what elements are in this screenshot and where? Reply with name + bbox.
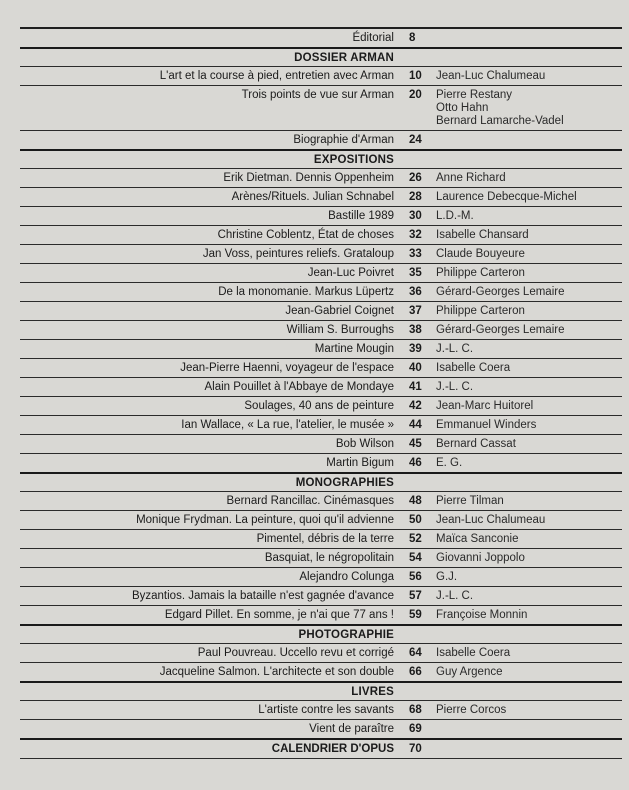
toc-entry — [20, 207, 622, 226]
entry-author: E. G. — [436, 457, 463, 469]
toc-entry — [20, 264, 622, 283]
entry-page: 64 — [409, 647, 422, 659]
entry-page: 26 — [409, 172, 422, 184]
entry-title: Bob Wilson — [335, 438, 394, 450]
toc-entry — [20, 340, 622, 359]
toc-entry — [20, 397, 622, 416]
toc-entry — [20, 416, 622, 435]
entry-authors — [436, 438, 622, 451]
entry-author: Anne Richard — [436, 172, 506, 184]
entry-page: 42 — [409, 400, 422, 412]
entry-title: Jean-Pierre Haenni, voyageur de l'espace — [180, 362, 394, 374]
entry-page: 46 — [409, 457, 422, 469]
entry-author: G.J. — [436, 571, 458, 583]
entry-page: 52 — [409, 533, 422, 545]
entry-authors — [436, 343, 622, 356]
entry-title: Jean-Luc Poivret — [307, 267, 394, 279]
entry-author: Emmanuel Winders — [436, 419, 537, 431]
section-heading-label: LIVRES — [351, 685, 394, 698]
entry-author: Pierre Tilman — [436, 495, 504, 507]
section-heading-label: DOSSIER ARMAN — [294, 51, 394, 64]
entry-authors — [436, 419, 622, 432]
entry-authors — [436, 609, 622, 622]
section-heading — [20, 151, 622, 169]
entry-title: Éditorial — [352, 32, 394, 44]
entry-page: 35 — [409, 267, 422, 279]
toc-entry — [20, 321, 622, 340]
entry-authors — [436, 400, 622, 413]
calendar-title: CALENDRIER D'OPUS — [271, 743, 394, 755]
entry-title: Jean-Gabriel Coignet — [285, 305, 394, 317]
entry-author: J.-L. C. — [436, 343, 474, 355]
entry-page: 59 — [409, 609, 422, 621]
entry-page: 48 — [409, 495, 422, 507]
entry-authors — [436, 571, 622, 584]
entry-page: 33 — [409, 248, 422, 260]
entry-authors — [436, 590, 622, 603]
entry-page: 41 — [409, 381, 422, 393]
entry-authors — [436, 533, 622, 546]
entry-title: Bastille 1989 — [328, 210, 394, 222]
entry-authors — [436, 172, 622, 185]
entry-author: Pierre Corcos — [436, 704, 507, 716]
toc-entry — [20, 720, 622, 740]
entry-author: J.-L. C. — [436, 381, 474, 393]
entry-title: Jan Voss, peintures reliefs. Grataloup — [202, 248, 394, 260]
entry-author: Pierre Restany — [436, 89, 513, 101]
entry-author: Jean-Luc Chalumeau — [436, 70, 546, 82]
entry-author: Otto Hahn — [436, 102, 489, 114]
entry-title: Soulages, 40 ans de peinture — [244, 400, 394, 412]
toc-entry — [20, 492, 622, 511]
entry-author: Bernard Cassat — [436, 438, 516, 450]
section-heading — [20, 49, 622, 67]
section-heading — [20, 683, 622, 701]
entry-author: Isabelle Coera — [436, 362, 511, 374]
entry-authors — [436, 381, 622, 394]
entry-title: Arènes/Rituels. Julian Schnabel — [231, 191, 394, 203]
toc-entry — [20, 378, 622, 397]
entry-author: Françoise Monnin — [436, 609, 528, 621]
toc-entry — [20, 530, 622, 549]
entry-page: 39 — [409, 343, 422, 355]
entry-authors — [436, 324, 622, 337]
entry-authors — [436, 191, 622, 204]
entry-title: Jacqueline Salmon. L'architecte et son double — [159, 666, 394, 678]
entry-page: 38 — [409, 324, 422, 336]
entry-title: Christine Coblentz, État de choses — [217, 229, 394, 241]
toc-entry — [20, 587, 622, 606]
toc-entry — [20, 188, 622, 207]
entry-page: 28 — [409, 191, 422, 203]
toc-entry — [20, 568, 622, 587]
toc-entry — [20, 283, 622, 302]
entry-author: Laurence Debecque-Michel — [436, 191, 577, 203]
section-heading-label: EXPOSITIONS — [313, 153, 394, 166]
toc-entry — [20, 549, 622, 568]
entry-page: 8 — [409, 32, 416, 44]
entry-page: 54 — [409, 552, 422, 564]
toc-entry — [20, 359, 622, 378]
toc-entry — [20, 86, 622, 131]
entry-author: Isabelle Chansard — [436, 229, 529, 241]
toc-entry — [20, 131, 622, 151]
entry-page: 44 — [409, 419, 422, 431]
entry-title: Byzantios. Jamais la bataille n'est gagnée d'avance — [131, 590, 394, 602]
entry-title: Erik Dietman. Dennis Oppenheim — [223, 172, 394, 184]
entry-title: Bernard Rancillac. Cinémasques — [226, 495, 394, 507]
toc-entry — [20, 169, 622, 188]
entry-title: Vient de paraître — [309, 723, 394, 735]
calendar-page: 70 — [409, 743, 422, 755]
entry-page: 56 — [409, 571, 422, 583]
entry-title: Trois points de vue sur Arman — [241, 89, 394, 101]
section-heading — [20, 474, 622, 492]
entry-author: Giovanni Joppolo — [436, 552, 525, 564]
entry-authors — [436, 457, 622, 470]
entry-authors — [436, 286, 622, 299]
section-heading-label: PHOTOGRAPHIE — [298, 628, 394, 641]
entry-title: Ian Wallace, « La rue, l'atelier, le musée » — [181, 419, 394, 431]
entry-author: Isabelle Coera — [436, 647, 511, 659]
entry-title: Edgard Pillet. En somme, je n'ai que 77 ans ! — [164, 609, 394, 621]
toc-entry — [20, 67, 622, 86]
entry-authors — [436, 210, 622, 223]
entry-author: Jean-Luc Chalumeau — [436, 514, 546, 526]
entry-page: 66 — [409, 666, 422, 678]
toc-entry — [20, 245, 622, 264]
entry-page: 68 — [409, 704, 422, 716]
entry-authors — [436, 704, 622, 717]
toc-entry — [20, 511, 622, 530]
toc-entry — [20, 454, 622, 474]
entry-author: Claude Bouyeure — [436, 248, 525, 260]
entry-title: Biographie d'Arman — [293, 134, 394, 146]
entry-page: 24 — [409, 134, 422, 146]
entry-title: Paul Pouvreau. Uccello revu et corrigé — [197, 647, 394, 659]
entry-authors — [436, 495, 622, 508]
table-of-contents — [20, 27, 622, 759]
entry-authors — [436, 666, 622, 679]
entry-title: Martin Bigum — [326, 457, 394, 469]
toc-entry — [20, 663, 622, 683]
entry-page: 10 — [409, 70, 422, 82]
entry-author: Gérard-Georges Lemaire — [436, 286, 565, 298]
entry-page: 37 — [409, 305, 422, 317]
entry-author: Jean-Marc Huitorel — [436, 400, 534, 412]
toc-entry — [20, 606, 622, 626]
entry-title: Alejandro Colunga — [299, 571, 394, 583]
entry-authors — [436, 89, 622, 128]
entry-title: De la monomanie. Markus Lüpertz — [218, 286, 394, 298]
entry-title: William S. Burroughs — [286, 324, 394, 336]
entry-authors — [436, 514, 622, 527]
entry-author: Guy Argence — [436, 666, 503, 678]
entry-title: Monique Frydman. La peinture, quoi qu'il advienne — [136, 514, 394, 526]
entry-page: 36 — [409, 286, 422, 298]
entry-authors — [436, 70, 622, 83]
entry-authors — [436, 248, 622, 261]
entry-author: Maïca Sanconie — [436, 533, 519, 545]
entry-page: 50 — [409, 514, 422, 526]
section-heading-label: MONOGRAPHIES — [295, 476, 394, 489]
entry-authors — [436, 305, 622, 318]
entry-page: 69 — [409, 723, 422, 735]
toc-entry — [20, 302, 622, 321]
entry-title: L'artiste contre les savants — [258, 704, 394, 716]
entry-author: Philippe Carteron — [436, 267, 525, 279]
entry-page: 30 — [409, 210, 422, 222]
toc-entry — [20, 226, 622, 245]
toc-entry — [20, 644, 622, 663]
entry-author: Philippe Carteron — [436, 305, 525, 317]
toc-entry — [20, 435, 622, 454]
entry-authors — [436, 267, 622, 280]
entry-author: Bernard Lamarche-Vadel — [436, 115, 564, 127]
entry-author: L.D.-M. — [436, 210, 474, 222]
entry-authors — [436, 362, 622, 375]
entry-title: Alain Pouillet à l'Abbaye de Mondaye — [204, 381, 394, 393]
entry-title: Martine Mougin — [314, 343, 394, 355]
entry-page: 32 — [409, 229, 422, 241]
calendar-row — [20, 740, 622, 759]
entry-authors — [436, 647, 622, 660]
entry-title: L'art et la course à pied, entretien avec Arman — [159, 70, 394, 82]
sections — [20, 49, 622, 740]
entry-page: 20 — [409, 89, 422, 101]
section-heading — [20, 626, 622, 644]
entry-authors — [436, 229, 622, 242]
editorial-row — [20, 29, 622, 49]
entry-author: J.-L. C. — [436, 590, 474, 602]
entry-authors — [436, 552, 622, 565]
entry-title: Pimentel, débris de la terre — [256, 533, 394, 545]
toc-entry — [20, 701, 622, 720]
entry-title: Basquiat, le négropolitain — [264, 552, 394, 564]
entry-page: 57 — [409, 590, 422, 602]
entry-page: 45 — [409, 438, 422, 450]
entry-author: Gérard-Georges Lemaire — [436, 324, 565, 336]
entry-page: 40 — [409, 362, 422, 374]
